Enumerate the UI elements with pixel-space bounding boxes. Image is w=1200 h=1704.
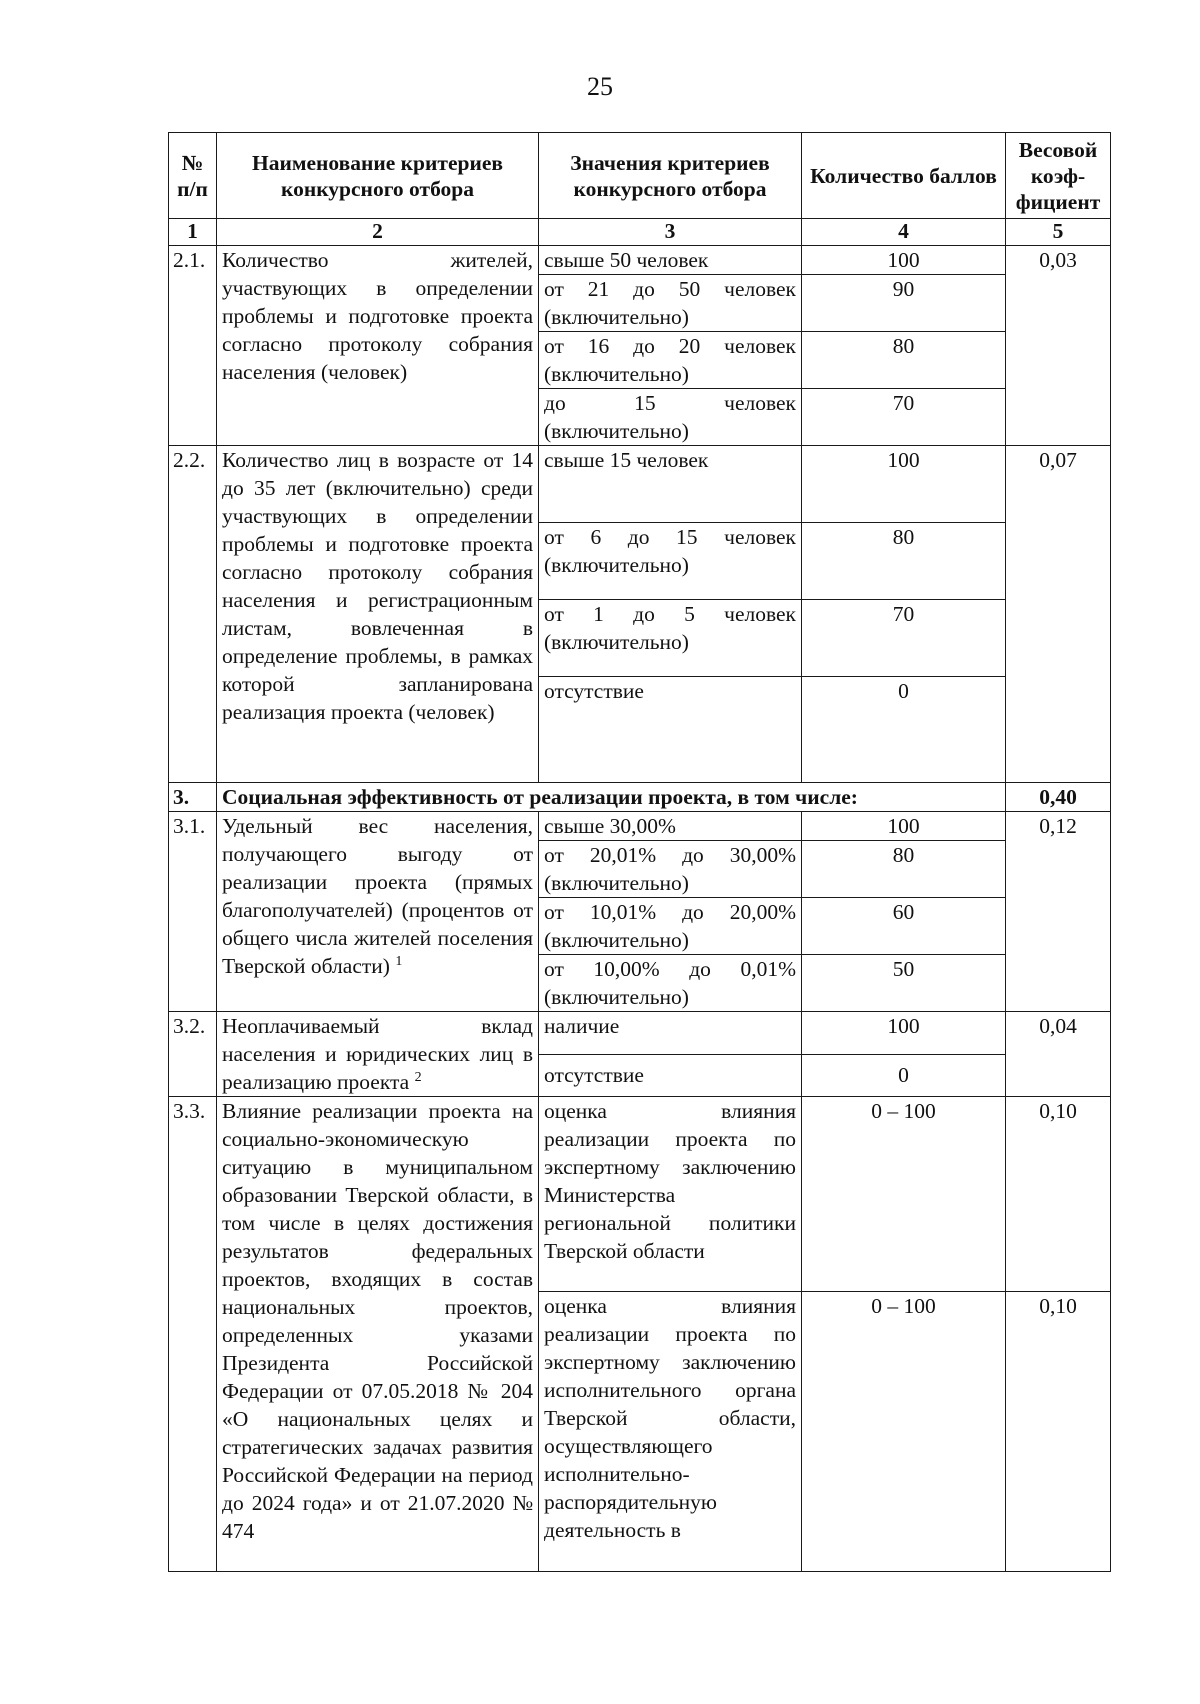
table-row bbox=[169, 1012, 1111, 1055]
criterion-points: 100 bbox=[802, 1012, 1006, 1055]
criterion-value: от 1 до 5 человек (включительно) bbox=[539, 600, 802, 677]
criterion-weight: 0,07 bbox=[1006, 446, 1111, 783]
criterion-points: 60 bbox=[802, 898, 1006, 955]
row-number: 2.2. bbox=[169, 446, 217, 783]
criterion-value: от 10,00% до 0,01% (включительно) bbox=[539, 955, 802, 1012]
criterion-value: от 6 до 15 человек (включительно) bbox=[539, 523, 802, 600]
header-num: № п/п bbox=[169, 133, 217, 219]
column-number: 4 bbox=[802, 219, 1006, 246]
header-points: Количество баллов bbox=[802, 133, 1006, 219]
criterion-value: оценка влияния реализации проекта по экспертному заключению Министерства региональной политики Тверской области bbox=[539, 1097, 802, 1292]
criterion-points: 80 bbox=[802, 841, 1006, 898]
column-number: 2 bbox=[217, 219, 539, 246]
header-weight: Весовой коэф-фициент bbox=[1006, 133, 1111, 219]
criterion-value: оценка влияния реализации проекта по экспертному заключению исполнительного органа Тверской области, осуществляющего исполнительно-распорядительную деятельность в bbox=[539, 1292, 802, 1572]
criterion-value: наличие bbox=[539, 1012, 802, 1055]
row-number: 2.1. bbox=[169, 246, 217, 446]
criterion-value: до 15 человек (включительно) bbox=[539, 389, 802, 446]
criterion-weight: 0,10 bbox=[1006, 1097, 1111, 1292]
criterion-points: 90 bbox=[802, 275, 1006, 332]
column-number: 3 bbox=[539, 219, 802, 246]
criterion-points: 50 bbox=[802, 955, 1006, 1012]
criterion-value: свыше 15 человек bbox=[539, 446, 802, 523]
criterion-points: 70 bbox=[802, 389, 1006, 446]
column-number: 5 bbox=[1006, 219, 1111, 246]
criterion-value: от 21 до 50 человек (включительно) bbox=[539, 275, 802, 332]
criterion-points: 100 bbox=[802, 812, 1006, 841]
criterion-points: 0 – 100 bbox=[802, 1292, 1006, 1572]
row-number: 3.3. bbox=[169, 1097, 217, 1572]
criterion-value: от 20,01% до 30,00% (включительно) bbox=[539, 841, 802, 898]
criterion-points: 100 bbox=[802, 246, 1006, 275]
criterion-name: Количество жителей, участвующих в определении проблемы и подготовке проекта согласно протоколу собрания населения (человек) bbox=[217, 246, 539, 446]
criteria-table bbox=[168, 132, 1111, 1572]
criterion-name: Неоплачиваемый вклад населения и юридических лиц в реализацию проекта $^2$ bbox=[217, 1012, 539, 1097]
criterion-points: 0 – 100 bbox=[802, 1097, 1006, 1292]
table-row bbox=[169, 246, 1111, 275]
criterion-points: 100 bbox=[802, 446, 1006, 523]
criterion-points: 0 bbox=[802, 1054, 1006, 1097]
header-name: Наименование критериев конкурсного отбора bbox=[217, 133, 539, 219]
criterion-name: Влияние реализации проекта на социально-экономическую ситуацию в муниципальном образовании Тверской области, в том числе в целях достижения результатов федеральных проектов, входящих в состав национальных проектов, определенных указами Президента Российской Федерации от 07.05.2018 № 204 «О национальных целях и стратегических задачах развития Российской Федерации на период до 2024 года» и от 21.07.2020 № 474 bbox=[217, 1097, 539, 1572]
criterion-weight: 0,10 bbox=[1006, 1292, 1111, 1572]
section-row bbox=[169, 783, 1111, 812]
criterion-points: 80 bbox=[802, 523, 1006, 600]
column-number: 1 bbox=[169, 219, 217, 246]
criterion-value: свыше 30,00% bbox=[539, 812, 802, 841]
table-row bbox=[169, 446, 1111, 523]
criterion-value: отсутствие bbox=[539, 677, 802, 783]
section-title: Социальная эффективность от реализации проекта, в том числе: bbox=[217, 783, 1006, 812]
criterion-weight: 0,12 bbox=[1006, 812, 1111, 1012]
criterion-points: 80 bbox=[802, 332, 1006, 389]
column-number-row bbox=[169, 219, 1111, 246]
row-number: 3.2. bbox=[169, 1012, 217, 1097]
page-number: 25 bbox=[587, 72, 613, 101]
criterion-name: Количество лиц в возрасте от 14 до 35 лет (включительно) среди участвующих в определении проблемы и подготовке проекта согласно протоколу собрания населения и регистрационным листам, вовлеченная в определение проблемы, в рамках которой запланирована реализация проекта (человек) bbox=[217, 446, 539, 783]
criterion-value: от 10,01% до 20,00% (включительно) bbox=[539, 898, 802, 955]
criterion-value: отсутствие bbox=[539, 1054, 802, 1097]
footnote-mark: 1 bbox=[395, 953, 403, 969]
table-row bbox=[169, 1097, 1111, 1292]
criterion-value: от 16 до 20 человек (включительно) bbox=[539, 332, 802, 389]
criterion-name: Удельный вес населения, получающего выгоду от реализации проекта (прямых благополучателей) (процентов от общего числа жителей поселения Тверской области) $^1$ bbox=[217, 812, 539, 1012]
criterion-value: свыше 50 человек bbox=[539, 246, 802, 275]
table-row bbox=[169, 812, 1111, 841]
header-values: Значения критериев конкурсного отбора bbox=[539, 133, 802, 219]
criterion-points: 70 bbox=[802, 600, 1006, 677]
section-number: 3. bbox=[169, 783, 217, 812]
criterion-points: 0 bbox=[802, 677, 1006, 783]
footnote-mark: 2 bbox=[414, 1069, 422, 1085]
row-number: 3.1. bbox=[169, 812, 217, 1012]
criterion-weight: 0,03 bbox=[1006, 246, 1111, 446]
criterion-weight: 0,04 bbox=[1006, 1012, 1111, 1097]
header-row bbox=[169, 133, 1111, 219]
section-weight: 0,40 bbox=[1006, 783, 1111, 812]
